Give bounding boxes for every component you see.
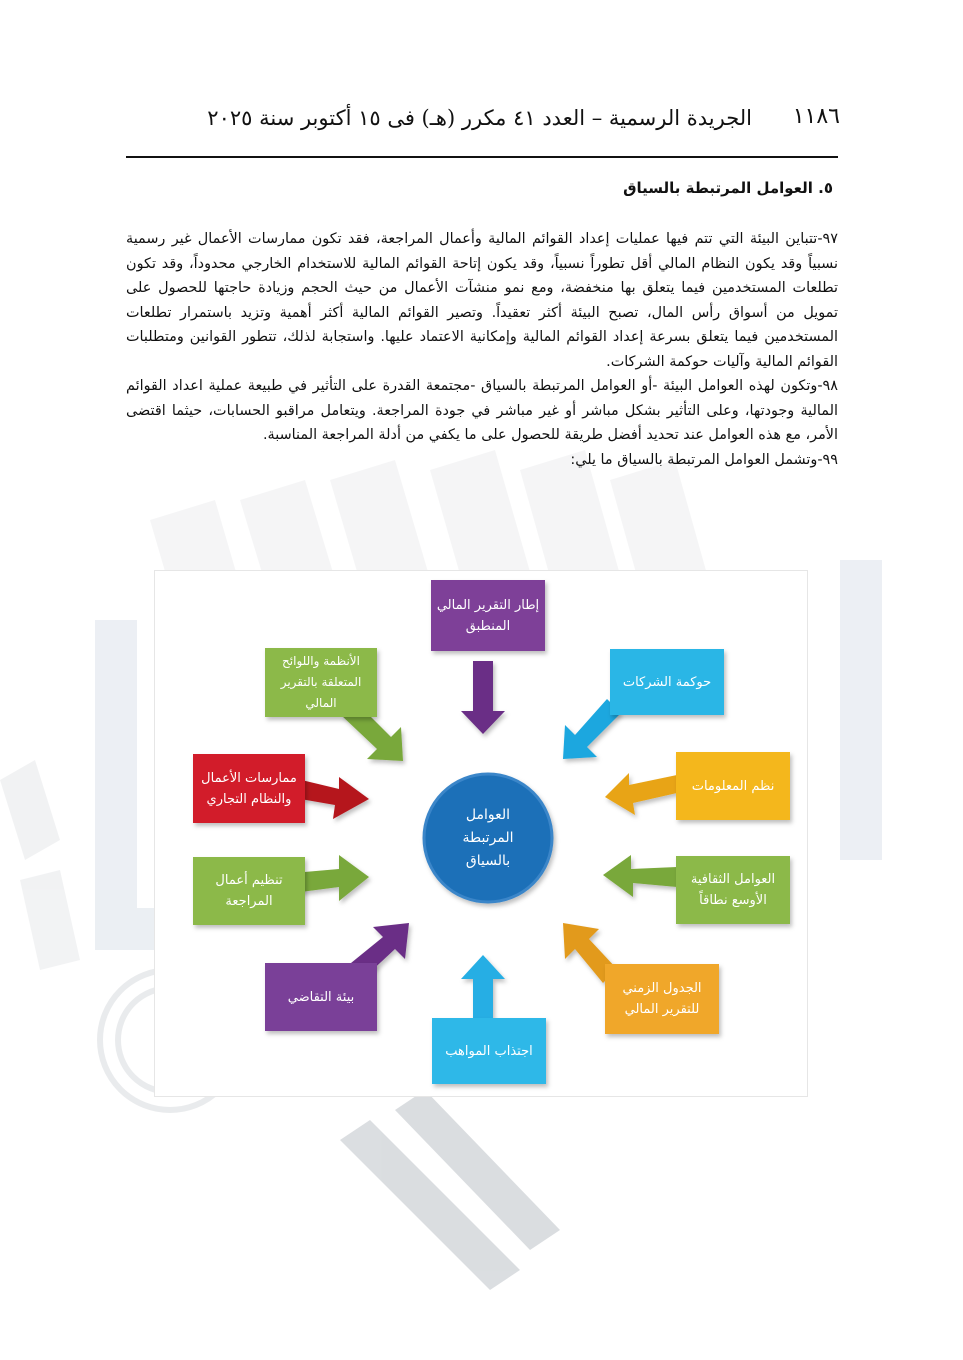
paragraph-number: ٩٩- <box>817 451 838 468</box>
section-heading: ٥. العوامل المرتبطة بالسياق <box>623 179 833 197</box>
label-info-systems: نظم المعلومات <box>691 778 775 794</box>
header-divider <box>126 156 838 158</box>
label-framework: إطار التقرير المالي المنطبق <box>436 597 540 634</box>
arrow-framework <box>461 661 505 734</box>
gazette-title: الجريدة الرسمية – العدد ٤١ مكرر (هـ) فى ١٥ أكتوبر سنة ٢٠٢٥ <box>207 106 752 130</box>
body-text <box>126 227 838 472</box>
paragraph-number: ٩٨- <box>817 378 838 394</box>
paragraph-text: وتكون لهذه العوامل البيئة -أو العوامل المرتبطة بالسياق -مجتمعة القدرة على التأثير في طبيعة عملية اعداد القوائم المالية وجودتها، وعلى التأثير بشكل مباشر أو غير مباشر في جودة المراجعة. ويتعامل مراقبو الحسابات، حيثما اقتضى الأمر، مع هذه العوامل عند تحديد أفضل طريقة للحصول على ما يكفي من أدلة المراجعة المناسبة. <box>126 378 838 443</box>
label-talent: اجتذاب المواهب <box>445 1043 533 1059</box>
page-number: ١١٨٦ <box>792 104 840 129</box>
paragraph-98 <box>126 374 838 448</box>
paragraph-text: وتشمل العوامل المرتبطة بالسياق ما يلي: <box>570 451 818 468</box>
arrow-talent <box>461 955 505 1019</box>
label-governance: حوكمة الشركات <box>622 674 712 690</box>
label-timeline: الجدول الزمني للتقرير المالي <box>622 981 702 1017</box>
center-label: العوامل المرتبطة بالسياق <box>462 806 514 869</box>
paragraph-97 <box>126 227 838 374</box>
paragraph-number: ٩٧- <box>817 231 838 247</box>
label-audit-regulation: تنظيم أعمال المراجعة <box>215 873 283 909</box>
arrow-cultural <box>603 855 677 897</box>
label-cultural: العوامل الثقافية الأوسع نطاقاً <box>690 872 776 908</box>
page-header <box>120 104 840 148</box>
contextual-factors-diagram <box>155 571 807 1096</box>
label-litigation: بيئة التقاضي <box>287 989 355 1005</box>
label-business-practices: ممارسات الأعمال والنظام التجاري <box>201 770 297 807</box>
label-laws: الأنظمة واللوائح المتعلقة بالتقرير المالي <box>280 654 362 710</box>
arrow-info-systems <box>605 773 677 815</box>
paragraph-text: تتباين البيئة التي تتم فيها عمليات إعداد القوائم المالية وأعمال المراجعة، فقد تكون ممارسات الأعمال غير رسمية نسبياً وقد يكون النظام المالي أقل تطوراً نسبياً، وقد يكون إتاحة القوائم المالية للاستخدام الخارجي محدوداً، وقد تكون تطلعات المستخدمين فيما يتعلق بها منخفضة، ومع نمو منشآت الأعمال من حيث الحجم وزيادة حاجتها للحصول على تمويل من أسواق رأس المال، تصبح البيئة أكثر تعقيداً. وتصير القوائم المالية أكثر أهمية وتزيد باستمرار تطلعات المستخدمين فيما يتعلق بسرعة إعداد القوائم المالية وإمكانية الاعتماد عليها. واستجابة لذلك، تتطور القوانين ومتطلبات القوائم المالية وآليات حوكمة الشركات. <box>126 231 838 370</box>
paragraph-99 <box>126 448 838 473</box>
